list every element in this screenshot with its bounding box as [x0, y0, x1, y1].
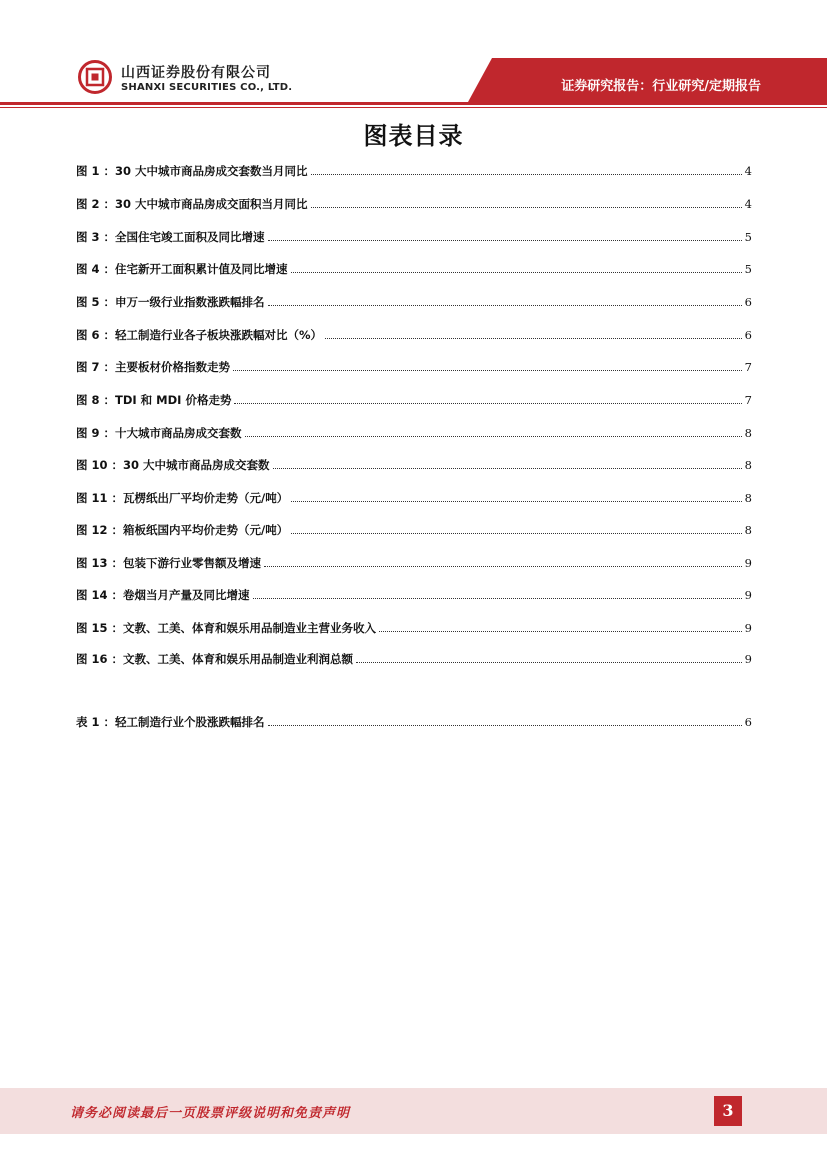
toc-entry-label: 图 12 ：箱板纸国内平均价走势（元/吨） [76, 523, 289, 537]
toc-entry-page: 7 [744, 360, 752, 374]
toc-leader [253, 598, 742, 599]
toc-leader [291, 501, 741, 502]
toc-entry-label: 图 10 ：30 大中城市商品房成交套数 [76, 458, 270, 472]
toc-leader [268, 305, 742, 306]
toc-leader [356, 662, 742, 663]
toc-entry[interactable] [76, 260, 752, 276]
toc-leader [268, 725, 742, 726]
toc-entry-page: 8 [744, 491, 752, 505]
page-title: 图表目录 [363, 122, 464, 150]
toc-entry-page: 6 [744, 295, 752, 309]
toc-entry-page: 8 [744, 523, 752, 537]
toc-entry-page: 6 [744, 715, 752, 729]
page-number: 3 [714, 1096, 742, 1126]
toc-entry[interactable] [76, 619, 752, 635]
toc-entry-label: 图 9 ：十大城市商品房成交套数 [76, 426, 242, 440]
toc-entry-page: 4 [744, 164, 752, 178]
toc-entry-page: 9 [744, 588, 752, 602]
disclaimer-notice: 请务必阅读最后一页股票评级说明和免责声明 [70, 1106, 351, 1121]
header-banner [0, 0, 827, 112]
toc-leader [325, 338, 742, 339]
toc-leader [264, 566, 742, 567]
toc-entry-label: 图 5 ：申万一级行业指数涨跌幅排名 [76, 295, 265, 309]
toc-entry-label: 图 2 ：30 大中城市商品房成交面积当月同比 [76, 197, 308, 211]
toc-entry[interactable] [76, 424, 752, 440]
toc-entry[interactable] [76, 521, 752, 537]
toc-entry-label: 图 3 ：全国住宅竣工面积及同比增速 [76, 230, 265, 244]
toc-entry-page: 5 [744, 262, 752, 276]
page-header [0, 0, 827, 112]
toc-entry-label: 图 13 ：包装下游行业零售额及增速 [76, 556, 262, 570]
toc-entry[interactable] [76, 162, 752, 178]
toc-leader [311, 207, 742, 208]
toc-leader [245, 436, 742, 437]
toc-entry[interactable] [76, 586, 752, 602]
company-name-en: SHANXI SECURITIES CO., LTD. [121, 82, 293, 93]
toc-entry[interactable] [76, 489, 752, 505]
toc-entry[interactable] [76, 650, 752, 666]
toc-entry[interactable] [76, 228, 752, 244]
toc-entry[interactable] [76, 456, 752, 472]
toc-entry-label: 图 7 ：主要板材价格指数走势 [76, 360, 231, 374]
toc-entry-label: 图 6 ：轻工制造行业各子板块涨跌幅对比（%） [76, 328, 323, 342]
toc-entry[interactable] [76, 391, 752, 407]
toc-entry[interactable] [76, 713, 752, 729]
toc-entry-label: 图 1 ：30 大中城市商品房成交套数当月同比 [76, 164, 308, 178]
company-name-cn: 山西证券股份有限公司 [121, 65, 271, 81]
toc-entry-label: 图 11 ：瓦楞纸出厂平均价走势（元/吨） [76, 491, 289, 505]
report-type: 证券研究报告：行业研究/定期报告 [561, 79, 761, 94]
toc-entry-page: 4 [744, 197, 752, 211]
page-footer [0, 1088, 827, 1134]
toc-entry-page: 9 [744, 556, 752, 570]
toc-entry[interactable] [76, 293, 752, 309]
toc-entry-page: 5 [744, 230, 752, 244]
toc-entry-label: 图 16 ：文教、工美、体育和娱乐用品制造业利润总额 [76, 652, 354, 666]
toc-leader [273, 468, 742, 469]
toc-entry-page: 9 [744, 621, 752, 635]
toc-leader [233, 370, 742, 371]
shanxi-securities-logo-icon [78, 60, 112, 94]
toc-leader [379, 631, 742, 632]
toc-entry-page: 7 [744, 393, 752, 407]
toc-entry[interactable] [76, 326, 752, 342]
toc-entry-label: 表 1 ：轻工制造行业个股涨跌幅排名 [76, 715, 265, 729]
toc-entry-page: 6 [744, 328, 752, 342]
toc-entry-page: 9 [744, 652, 752, 666]
toc-leader [291, 533, 741, 534]
toc-entry[interactable] [76, 554, 752, 570]
toc-leader [268, 240, 742, 241]
toc-entry-label: 图 14 ：卷烟当月产量及同比增速 [76, 588, 250, 602]
toc-entry[interactable] [76, 358, 752, 374]
toc-entry-page: 8 [744, 458, 752, 472]
toc-leader [291, 272, 742, 273]
toc-entry-page: 8 [744, 426, 752, 440]
toc-leader [234, 403, 741, 404]
toc-entry-label: 图 4 ：住宅新开工面积累计值及同比增速 [76, 262, 288, 276]
toc-entry[interactable] [76, 195, 752, 211]
toc-entry-label: 图 15 ：文教、工美、体育和娱乐用品制造业主营业务收入 [76, 621, 377, 635]
toc-entry-label: 图 8 ：TDI 和 MDI 价格走势 [76, 393, 232, 407]
toc-leader [311, 174, 742, 175]
